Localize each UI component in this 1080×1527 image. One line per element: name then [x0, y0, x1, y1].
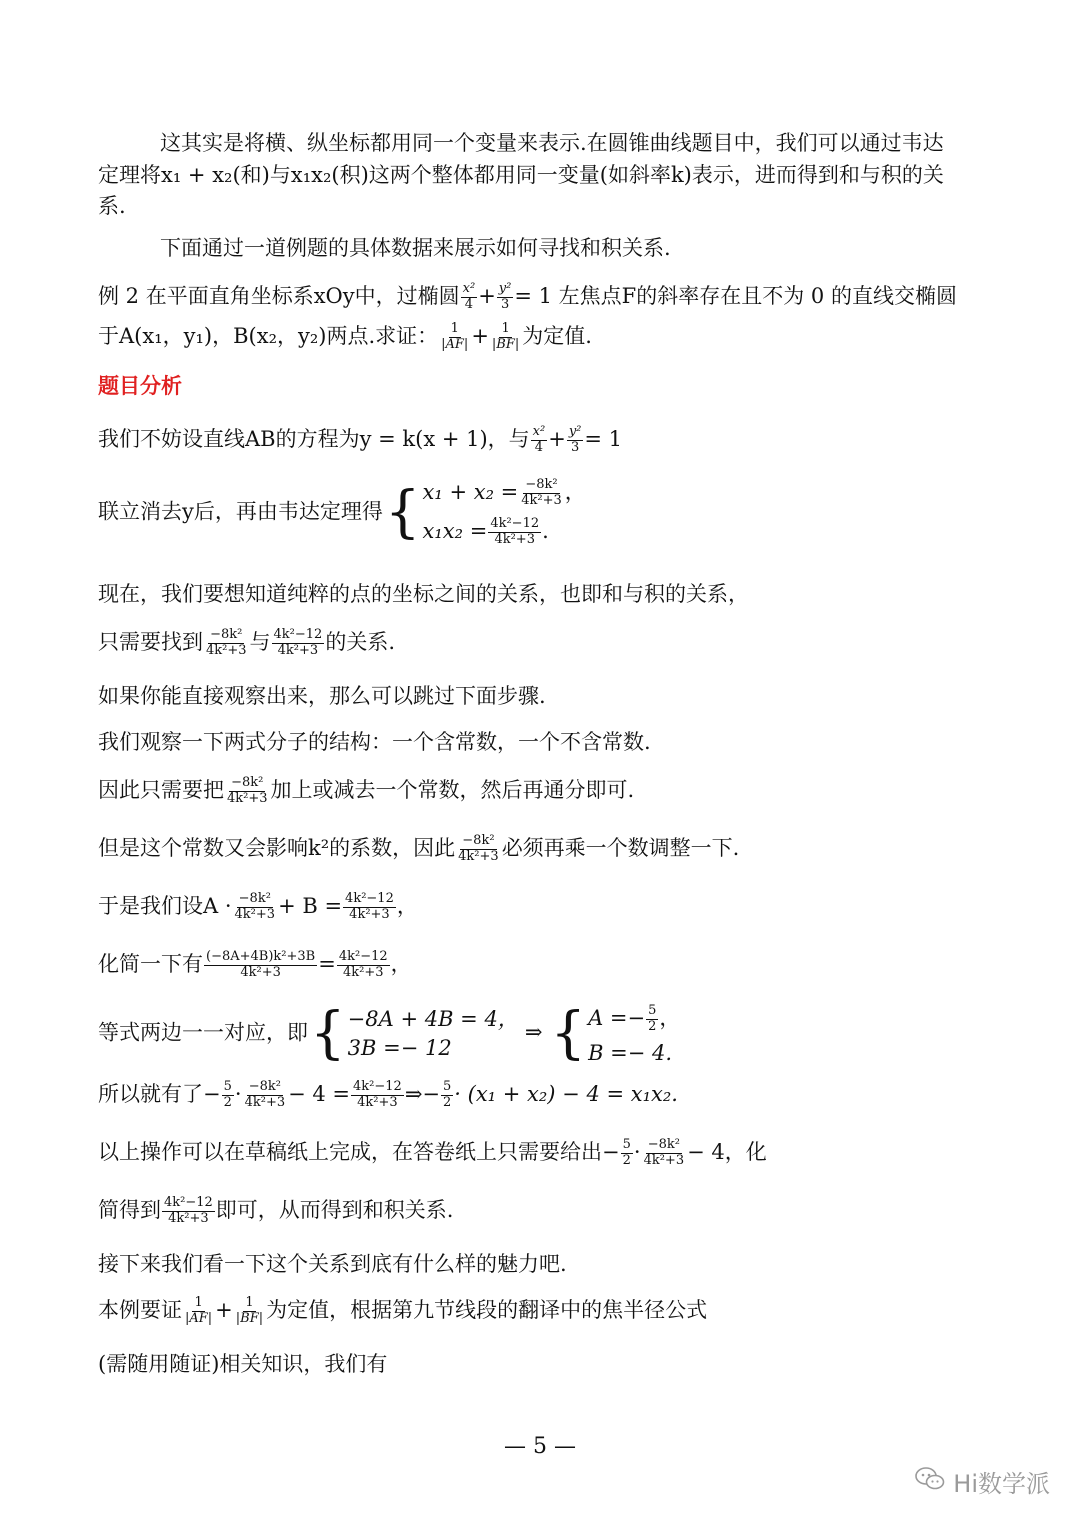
analysis-text: + B =: [278, 893, 343, 918]
prod-lhs: x₁x₂ =: [422, 518, 488, 543]
frac-num: −8k²: [238, 891, 271, 906]
plus-sign: +: [548, 426, 566, 451]
frac-num: 4k²−12: [490, 515, 540, 531]
fraction-neg8k: [519, 478, 564, 509]
fraction-4k12: [337, 950, 390, 981]
vieta-product-row: [423, 517, 586, 548]
dot-operator: ·: [234, 1081, 242, 1106]
analysis-text: 的关系.: [325, 629, 396, 654]
analysis-line-17: (需随用随证)相关知识，我们有: [98, 1352, 388, 1376]
vieta-sum-row: [423, 478, 586, 509]
analysis-text: 所以就有了−: [98, 1081, 221, 1106]
fraction-neg8k: [204, 628, 249, 659]
frac-den: 4k²+3: [643, 1152, 685, 1168]
analysis-text: =: [318, 951, 336, 976]
comma: ，: [390, 951, 412, 976]
analysis-text: 与: [249, 629, 271, 654]
coef-system: [347, 1006, 519, 1060]
analysis-line-3: 现在，我们要想知道纯粹的点的坐标之间的关系，也即和与积的关系，: [98, 582, 749, 606]
analysis-line-6: 我们观察一下两式分子的结构：一个含常数，一个不含常数.: [98, 730, 651, 754]
frac-num: −8k²: [462, 833, 495, 848]
example-line-1: [98, 282, 957, 313]
frac-num: 4k²−12: [345, 891, 394, 906]
analysis-text: ⇒−: [404, 1081, 441, 1106]
frac-den: |AF|: [185, 1310, 213, 1326]
frac-num: −8k²: [210, 627, 243, 642]
analysis-text: · (x₁ + x₂) − 4 = x₁x₂.: [454, 1081, 678, 1106]
fraction-x2-4: [531, 425, 548, 456]
frac-num: (−8A+4B)k²+3B: [206, 949, 316, 964]
analysis-text: 简得到: [98, 1197, 161, 1222]
wechat-icon: [915, 1466, 945, 1498]
frac-den: 4k²+3: [234, 906, 276, 922]
analysis-text: 为定值，根据第九节线段的翻译中的焦半径公式: [266, 1297, 708, 1322]
paragraph-2: 下面通过一道例题的具体数据来展示如何寻找和积关系.: [160, 236, 671, 260]
frac-den: 4k²+3: [244, 1094, 286, 1110]
left-brace: {: [384, 479, 421, 545]
example-text-1a: 例 2 在平面直角坐标系xOy中，过椭圆: [98, 283, 460, 308]
frac-num: 1: [245, 1295, 254, 1310]
analysis-text: 联立消去y后，再由韦达定理得: [98, 499, 383, 524]
frac-num: −8k²: [647, 1137, 680, 1152]
analysis-line-9: [98, 892, 418, 923]
frac-num: 5: [648, 1003, 657, 1018]
watermark-text: Hi数学派: [953, 1470, 1050, 1498]
analysis-line-5: 如果你能直接观察出来，那么可以跳过下面步骤.: [98, 684, 546, 708]
frac-num: 1: [450, 321, 459, 336]
frac-den: 3: [570, 439, 580, 455]
frac-num: 5: [622, 1137, 631, 1152]
vieta-system: [423, 478, 586, 548]
frac-num: 4k²−12: [353, 1079, 402, 1094]
fraction-1-af: [439, 322, 470, 353]
solution-system: [588, 1004, 680, 1064]
analysis-text: 加上或减去一个常数，然后再通分即可.: [270, 777, 635, 802]
frac-den: 4k²+3: [240, 964, 281, 980]
analysis-text: 于是我们设A ·: [98, 893, 232, 918]
fraction-neg8k: [225, 776, 270, 807]
frac-num: −8k²: [231, 775, 264, 790]
analysis-text: 因此只需要把: [98, 777, 224, 802]
solution-row-2: B =− 4.: [588, 1040, 673, 1065]
paragraph-1-line-2: 定理将x₁ + x₂(和)与x₁x₂(积)这两个整体都用同一变量(如斜率k)表示，进而得到和与积的关: [98, 163, 944, 187]
section-title: 题目分析: [98, 374, 182, 398]
frac-num: 4k²−12: [338, 949, 388, 964]
analysis-text: 等式两边一一对应，即: [98, 1020, 308, 1045]
frac-den: 4: [464, 296, 474, 312]
fraction-y2-3: [497, 282, 514, 313]
analysis-text: − 4，化: [687, 1139, 767, 1164]
frac-den: |BF|: [235, 1310, 264, 1326]
fraction-5-2: [646, 1004, 658, 1035]
fraction-4k12: [272, 628, 325, 659]
left-brace: {: [550, 1000, 587, 1066]
comma: ，: [564, 479, 586, 504]
analysis-text: 必须再乘一个数调整一下.: [501, 835, 740, 860]
frac-den: 2: [648, 1018, 657, 1034]
fraction-1-bf: [490, 322, 521, 353]
plus-sign: +: [471, 323, 489, 348]
frac-den: 4k²+3: [227, 790, 268, 806]
fraction-4k12: [351, 1080, 404, 1111]
fraction-1-af: [183, 1296, 214, 1327]
fraction-neg8k: [243, 1080, 288, 1111]
left-brace: {: [310, 1000, 346, 1066]
frac-num: 1: [501, 321, 510, 336]
frac-den: 4k²+3: [277, 642, 319, 658]
analysis-line-15: 接下来我们看一下这个关系到底有什么样的魅力吧.: [98, 1252, 567, 1276]
frac-den: 4k²+3: [349, 906, 390, 922]
analysis-line-14: [98, 1196, 453, 1227]
analysis-text: 化简一下有: [98, 951, 203, 976]
frac-num: 5: [443, 1079, 452, 1094]
frac-den: 4: [534, 439, 544, 455]
fraction-4k12: [488, 517, 541, 548]
sum-lhs: x₁ + x₂ =: [422, 479, 519, 504]
frac-num: −8k²: [525, 477, 558, 492]
paragraph-1-line-1: 这其实是将横、纵坐标都用同一个变量来表示.在圆锥曲线题目中，我们可以通过韦达: [160, 131, 944, 155]
frac-num: y²: [498, 281, 512, 296]
plus-sign: +: [478, 283, 496, 308]
frac-num: 1: [194, 1295, 203, 1310]
frac-num: x²: [532, 424, 546, 439]
frac-den: 4k²+3: [168, 1210, 209, 1226]
analysis-text: 但是这个常数又会影响k²的系数，因此: [98, 835, 456, 860]
frac-num: x²: [462, 281, 476, 296]
frac-den: 4k²+3: [521, 492, 562, 508]
frac-den: 3: [500, 296, 510, 312]
analysis-line-2: [98, 478, 586, 548]
frac-den: 4k²+3: [206, 642, 247, 658]
frac-den: 2: [443, 1094, 452, 1110]
analysis-text: 本例要证: [98, 1297, 182, 1322]
frac-den: 2: [622, 1152, 631, 1168]
coef-row-2: 3B =− 12: [347, 1035, 452, 1060]
fraction-4k12: [343, 892, 396, 923]
comma: ，: [659, 1005, 681, 1030]
frac-den: 4k²+3: [342, 964, 384, 980]
fraction-y2-3: [567, 425, 584, 456]
page-number: — 5 —: [504, 1434, 576, 1459]
paragraph-1-line-3: 系.: [98, 194, 126, 218]
example-text-1b: = 1 左焦点F的斜率存在且不为 0 的直线交椭圆: [514, 283, 957, 308]
dot-operator: ·: [633, 1139, 641, 1164]
example-text-2b: 为定值.: [522, 323, 592, 348]
analysis-line-11: [98, 1000, 681, 1066]
watermark: [915, 1464, 1050, 1499]
analysis-text: = 1: [584, 426, 623, 451]
example-line-2: [98, 322, 592, 353]
analysis-text: − 4 =: [288, 1081, 351, 1106]
example-text-2a: 于A(x₁，y₁)，B(x₂，y₂)两点.求证：: [98, 323, 439, 348]
analysis-line-16: [98, 1296, 707, 1327]
frac-den: 4k²+3: [458, 848, 499, 864]
coef-row-1: −8A + 4B = 4，: [347, 1006, 519, 1031]
solution-row-1: [588, 1004, 680, 1035]
analysis-text: 以上操作可以在草稿纸上完成，在答卷纸上只需要给出−: [98, 1139, 620, 1164]
fraction-5-2: [441, 1080, 453, 1111]
period: .: [542, 518, 549, 543]
analysis-text: 只需要找到: [98, 629, 203, 654]
frac-num: −8k²: [248, 1079, 281, 1094]
frac-den: 2: [223, 1094, 232, 1110]
analysis-text: 即可，从而得到和积关系.: [215, 1197, 454, 1222]
analysis-line-8: [98, 834, 739, 865]
frac-den: 4k²+3: [357, 1094, 398, 1110]
analysis-line-7: [98, 776, 634, 807]
plus-sign: +: [215, 1297, 233, 1322]
analysis-line-4: [98, 628, 395, 659]
sol-a: A =−: [588, 1005, 646, 1030]
fraction-4k12: [162, 1196, 215, 1227]
analysis-text: 我们不妨设直线AB的方程为y = k(x + 1)，与: [98, 426, 530, 451]
fraction-neg8k: [233, 892, 278, 923]
frac-num: 4k²−12: [273, 627, 323, 642]
analysis-line-12: [98, 1080, 678, 1111]
frac-num: y²: [568, 424, 582, 439]
frac-den: |AF|: [441, 336, 469, 352]
frac-num: 5: [223, 1079, 232, 1094]
analysis-line-1: [98, 425, 622, 456]
fraction-1-bf: [234, 1296, 265, 1327]
comma: ，: [396, 893, 418, 918]
analysis-line-13: [98, 1138, 767, 1169]
fraction-5-2: [222, 1080, 234, 1111]
frac-den: 4k²+3: [494, 531, 535, 547]
fraction-big: [204, 950, 317, 981]
implies-arrow: ⇒: [524, 1020, 543, 1045]
fraction-neg8k: [456, 834, 501, 865]
fraction-5-2: [621, 1138, 633, 1169]
fraction-x2-4: [461, 282, 478, 313]
frac-den: |BF|: [491, 336, 520, 352]
analysis-line-10: [98, 950, 412, 981]
frac-num: 4k²−12: [164, 1195, 213, 1210]
fraction-neg8k: [642, 1138, 687, 1169]
